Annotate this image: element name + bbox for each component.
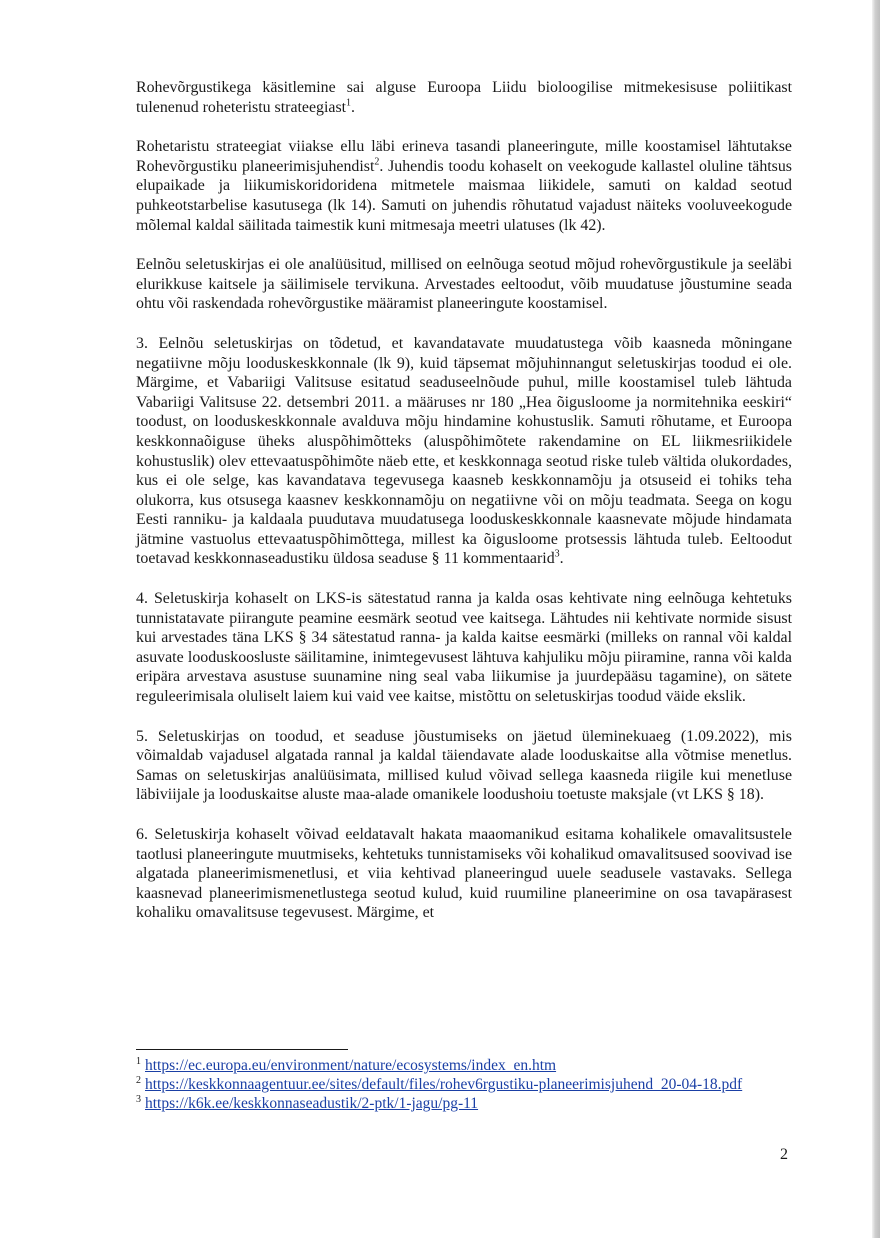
footnote-ref-1[interactable]: 1 — [346, 97, 352, 109]
footnote-number: 3 — [136, 1093, 141, 1105]
paragraph-1: Rohevõrgustikega käsitlemine sai alguse Euroopa Liidu bioloogilise mitmekesisuse poliitikast tulenenud roheteristu strateegiast$^1$. — [136, 79, 792, 116]
footnote-number: 2 — [136, 1074, 141, 1086]
page-edge-shadow — [872, 0, 880, 1238]
paragraph-2: Rohetaristu strateegiat viiakse ellu läbi erineva tasandi planeeringute, mille koostamisel lähtutakse Rohevõrgustiku planeerimisjuhendist$^2$. Juhendis toodu kohaselt on veekogude kallastel oluline tähtsus elupaikade ja liikumiskoridoridena mitmetele maismaa liikidele, samuti on kaldad seotud puhkeotstarbelise kasutusega (lk 14). Samuti on juhendis rõhutatud vajadust näiteks vooluveekogude mõlemal kaldal säilitada taimestik kuni mitmesaja meetri ulatuses (lk 42). — [136, 138, 792, 234]
footnote-link-3[interactable]: https://k6k.ee/keskkonnaseadustik/2-ptk/1-jagu/pg-11 — [145, 1095, 479, 1112]
footnote-3 — [136, 1094, 792, 1113]
footnote-2 — [136, 1075, 792, 1094]
footnote-link-1[interactable]: https://ec.europa.eu/environment/nature/ecosystems/index_en.htm — [145, 1057, 557, 1074]
footnote-separator — [136, 1049, 348, 1050]
document-body — [136, 78, 792, 943]
paragraph-3: Eelnõu seletuskirjas ei ole analüüsitud, millised on eelnõuga seotud mõjud rohevõrgustikule ja seeläbi elurikkuse kaitsele ja säilimisele tervikuna. Arvestades eeltoodut, võib muudatuse jõustumine seada ohtu või raskendada rohevõrgustike määramist planeeringute koostamisel. — [136, 256, 792, 313]
footnote-ref-3[interactable]: 3 — [554, 549, 560, 561]
page-number: 2 — [780, 1146, 788, 1163]
footnote-link-2[interactable]: https://keskkonnaagentuur.ee/sites/default/files/rohev6rgustiku-planeerimisjuhend_20-04-18.pdf — [145, 1076, 743, 1093]
paragraph-point-5: 5. Seletuskirjas on toodud, et seaduse jõustumiseks on jäetud üleminekuaeg (1.09.2022), mis võimaldab vajadusel algatada rannal ja kaldal täiendavate alade looduskaitse alla võtmise menetlus. Samas on seletuskirjas analüüsimata, millised kulud võivad sellega kaasneda riigile kui menetluse läbiviijale ja looduskaitse aluste maa-alade omanikele loodushoiu toetuste maksjale (vt LKS § 18). — [136, 727, 792, 804]
paragraph-point-4: 4. Seletuskirja kohaselt on LKS-is sätestatud ranna ja kalda osas kehtivate ning eelnõuga kehtetuks tunnistatavate piirangute peamine eesmärk seotud vee kaitsega. Lähtudes nii kehtivate normide sisust kui arvestades täna LKS § 34 sätestatud ranna- ja kalda kaitse eesmärki (milleks on rannal või kaldal asuvate looduskoosluste säilitamine, inimtegevusest lähtuva kahjuliku mõju piiramine, ranna või kalda eripära arvestava asustuse suunamine ning seal vaba liikumise ja juurdepääsu tagamine), on sätete reguleerimisala oluliselt laiem kui vaid vee kaitse, mistõttu on seletuskirjas toodud väide ekslik. — [136, 590, 792, 706]
footnote-number: 1 — [136, 1055, 141, 1067]
paragraph-point-3: 3. Eelnõu seletuskirjas on tõdetud, et kavandatavate muudatustega võib kaasneda mõningane negatiivne mõju looduskeskkonnale (lk 9), kuid täpsemat mõjuhinnangut seletuskirjas toodud ei ole. Märgime, et Vabariigi Valitsuse esitatud seaduseelnõude puhul, mille koostamisel tuleb lähtuda Vabariigi Valitsuse 22. detsembri 2011. a määruses nr 180 „Hea õigusloome ja normitehnika eeskiri“ toodust, on looduskeskkonnale avalduva mõju hindamine kohustuslik. Samuti rõhutame, et Euroopa keskkonnaõiguse üheks aluspõhimõtteks (aluspõhimõtete rakendamine on EL liikmesriikidele kohustuslik) olev ettevaatuspõhimõte näeb ette, et keskkonnaga seotud riske tuleb vältida olukordades, kus ei ole selge, kas kavandatava tegevusega kaasneb keskkonnamõju ja otsuseid ei tohiks teha olukorra, kus otsusega kaasnev keskkonnamõju on negatiivne või on mõju teadmata. Seega on kogu Eesti ranniku- ja kaldaala puudutava muudatusega looduskeskkonnale kaasnevate mõjude hindamata jätmine vastuolus ettevaatuspõhimõttega, millest ka õigusloome protsessis lähtuda tuleb. Eeltoodut toetavad keskkonnaseadustiku üldosa seaduse § 11 kommentaarid$^3$. — [136, 334, 792, 568]
paragraph-point-6: 6. Seletuskirja kohaselt võivad eeldatavalt hakata maaomanikud esitama kohalikele omavalitsustele taotlusi planeeringute muutmiseks, kehtetuks tunnistamiseks või kohalikud omavalitsused soovivad ise algatada planeerimismenetlusi, et viia kehtivad planeeringud uuele seadusele vastavaks. Sellega kaasnevad planeerimismenetlustega seotud kulud, kuid ruumiline planeerimine on osa tavapärasest kohaliku omavalitsuse tegevusest. Märgime, et — [136, 826, 792, 922]
footnote-ref-2[interactable]: 2 — [374, 156, 380, 168]
footnote-1 — [136, 1056, 792, 1075]
footnotes — [136, 1056, 792, 1113]
